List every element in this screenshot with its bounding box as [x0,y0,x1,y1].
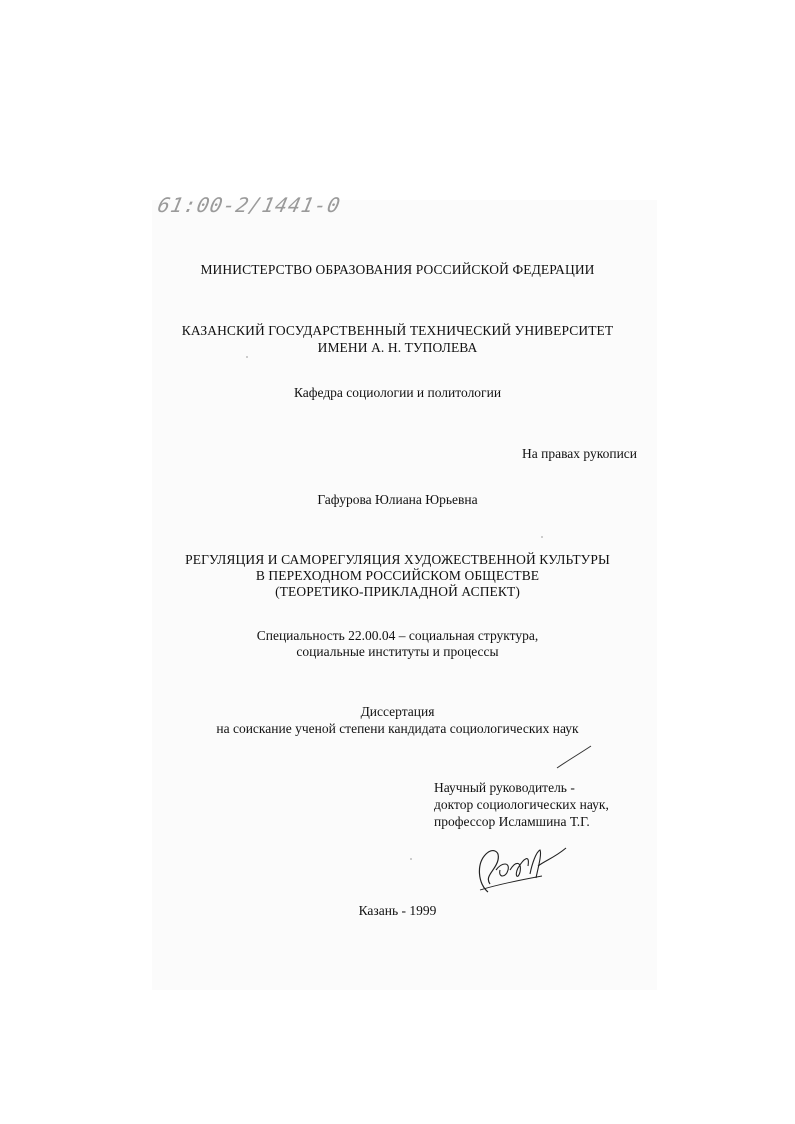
degree-line: на соискание ученой степени кандидата социологических наук [216,721,579,736]
scan-speck [246,356,248,358]
supervisor-degree: доктор социологических наук, [434,797,609,812]
archive-code: 61:00-2/1441-0 [155,193,344,217]
university-name-line1: КАЗАНСКИЙ ГОСУДАРСТВЕННЫЙ ТЕХНИЧЕСКИЙ УНИВЕРСИТЕТ [181,323,614,338]
supervisor-title: Научный руководитель - [434,780,575,795]
signature [470,840,580,900]
university-name-line2: ИМЕНИ А. Н. ТУПОЛЕВА [317,340,478,355]
ministry-heading: МИНИСТЕРСТВО ОБРАЗОВАНИЯ РОССИЙСКОЙ ФЕДЕРАЦИИ [200,262,595,277]
supervisor-block [434,779,609,830]
scan-speck [541,536,543,538]
department-name: Кафедра социологии и политологии [293,385,502,400]
dissertation-title-line2: В ПЕРЕХОДНОМ РОССИЙСКОМ ОБЩЕСТВЕ [255,568,540,583]
manuscript-note: На правах рукописи [522,446,638,461]
pen-stroke-mark [555,744,595,770]
scan-speck [410,858,412,860]
dissertation-label: Диссертация [360,704,435,719]
supervisor-name: профессор Исламшина Т.Г. [434,814,590,829]
specialty-line2: социальные институты и процессы [296,644,499,659]
dissertation-title-line3: (ТЕОРЕТИКО-ПРИКЛАДНОЙ АСПЕКТ) [275,584,520,599]
place-and-year: Казань - 1999 [358,903,437,918]
dissertation-title-line1: РЕГУЛЯЦИЯ И САМОРЕГУЛЯЦИЯ ХУДОЖЕСТВЕННОЙ КУЛЬТУРЫ [185,552,610,567]
specialty-line1: Специальность 22.00.04 – социальная структура, [256,628,539,643]
author-name: Гафурова Юлиана Юрьевна [317,492,478,507]
